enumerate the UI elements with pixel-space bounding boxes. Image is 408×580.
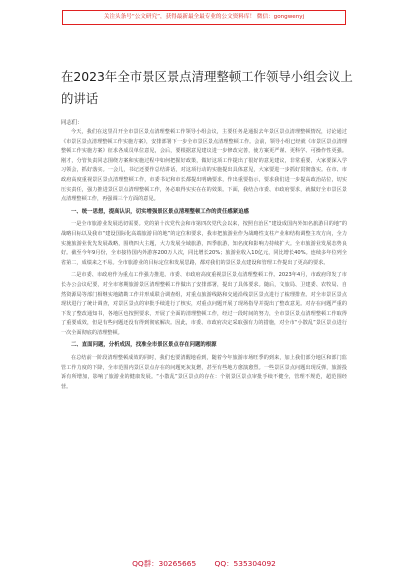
- paragraph-problems: 在总结前一阶段清理整顿成效的同时，我们也要清醒地看到，随着今年旅游市场旺季的到来，加上我们部分地区和部门监管工作力度的下降，全市范围内景区景点存在的问题死灰复燃，甚至有些地方愈演愈烈。一些景区景点问题出现反弹，旅游投诉有所增加，影响了旅游业的健康发展。“小散乱”景区景点的存在：个别景区景点审批手续不健全，管理不规范，超范围经营。: [61, 355, 347, 390]
- greeting: 同志们：: [61, 120, 83, 126]
- promo-banner: 关注头条号“公文研究”，获得最新最全最专业的公文资料库！ 微信：gongwenyj: [62, 10, 346, 25]
- contact-footer: [0, 558, 408, 569]
- paragraph-point-1: 一是全市旅游业发展迅切需要。党的第十次党代会和市第四次党代会以来，按照自治区“建设成国内外知名旅游目的地”的战略目标以及我市“建设国际化高端旅游目的地”的定位和要求，我市把旅游业作为战略性支柱产业和结构调整主攻方向，全力实施旅游业优先发展战略，围绕四大主题，大力发展全域旅游，四季旅游，知名度和影响力持续扩大。全市旅游业发展态势良好。截至今年9月份，全市接待国内外游客200万人次，同比增长20%；旅游业收入10亿元，同比增长40%。连续多年位列全省第二，成绩来之不易。全市旅游业的目标定位和发展思路，都对我们的景区景点建设和管理工作提出了更高的要求。: [61, 221, 347, 266]
- section-heading-1: 一、统一思想，提高认识，切实增强景区景点清理整顿工作的责任感紧迫感: [71, 208, 249, 215]
- section-heading-2: 二、直面问题，分析成因，找准全市景区景点存在问题的根源: [71, 342, 217, 349]
- paragraph-point-2: 二是市委、市政府作为重点工作强力推进。市委、市政府高度重视景区景点清理整顿工作。2023年4月，市政府印发了市长办公会议纪要，对全市寒期旅游景区清理整顿工作做出了安排部署，提出了具体要求。随后，文旅局、卫建委、农牧局、自然资源局等部门相继实地踏勘工作并形成联合调查组，对重点旅游线路和交通沿线景区景点进行了梳理排查。对全市景区景点现状进行了统计调查，对景区景点的审批手续进行了核实，对重点问题开展了现场指导并提出了整改意见。对存在问题严重的下发了整改通知书，各地区也按照要求，开展了全面的清理整顿工作，经过一段时间的努力，全市景区景点清理整顿工作取得了重要成效，但是有些问题还没有得到彻底解决。因此，市委、市政府决定采取强有力的措施，对全市“小散乱”景区景点进行一次全面彻底的清理整顿。: [61, 272, 347, 336]
- page-title: 在2023年全市景区景点清理整顿工作领导小组会议上的讲话: [61, 69, 353, 106]
- paragraph-intro: 今天，我们在这里召开全市景区景点清理整顿工作领导小组会议，主要任务是通报去年景区景点清理整顿情况，讨论通过《市景区景点清理整顿工作实施方案》，安排部署下一步全市景区景点清理整顿工作。会前，领导小组已经就《市景区景点清理整顿工作实施方案》征求各成员单位意见，会后，要根据意见建议进一步修改完善，使方案更严谨、更科学、可操作性更强。刚才，分管负责同志围绕方案和实施过程中如何把握好政策，做好这项工作提出了很好的意见建议，非常重要，大家要深入学习领会，抓好落实。一会儿，书记还要作总结讲话，对这项行动的实施提出具体意见，大家要进一步抓好贯彻落实。在市、市政府高度重视景区景点清理整顿工作，市委书记和市长都提出明确要求，作出重要指示，要求我们进一步提高政治站位，切实压实责任，强力推进景区景点清理整顿工作，务必取得实实在在的效果。下面，我结合市委、市政府要求，就做好全市景区景点清理整顿工作，再强调三个方面的意见。: [61, 129, 347, 203]
- speech-body: [61, 128, 347, 395]
- qq-text: QQ：535304092: [214, 559, 276, 568]
- qq-group-text: QQ群：30265665: [132, 559, 197, 568]
